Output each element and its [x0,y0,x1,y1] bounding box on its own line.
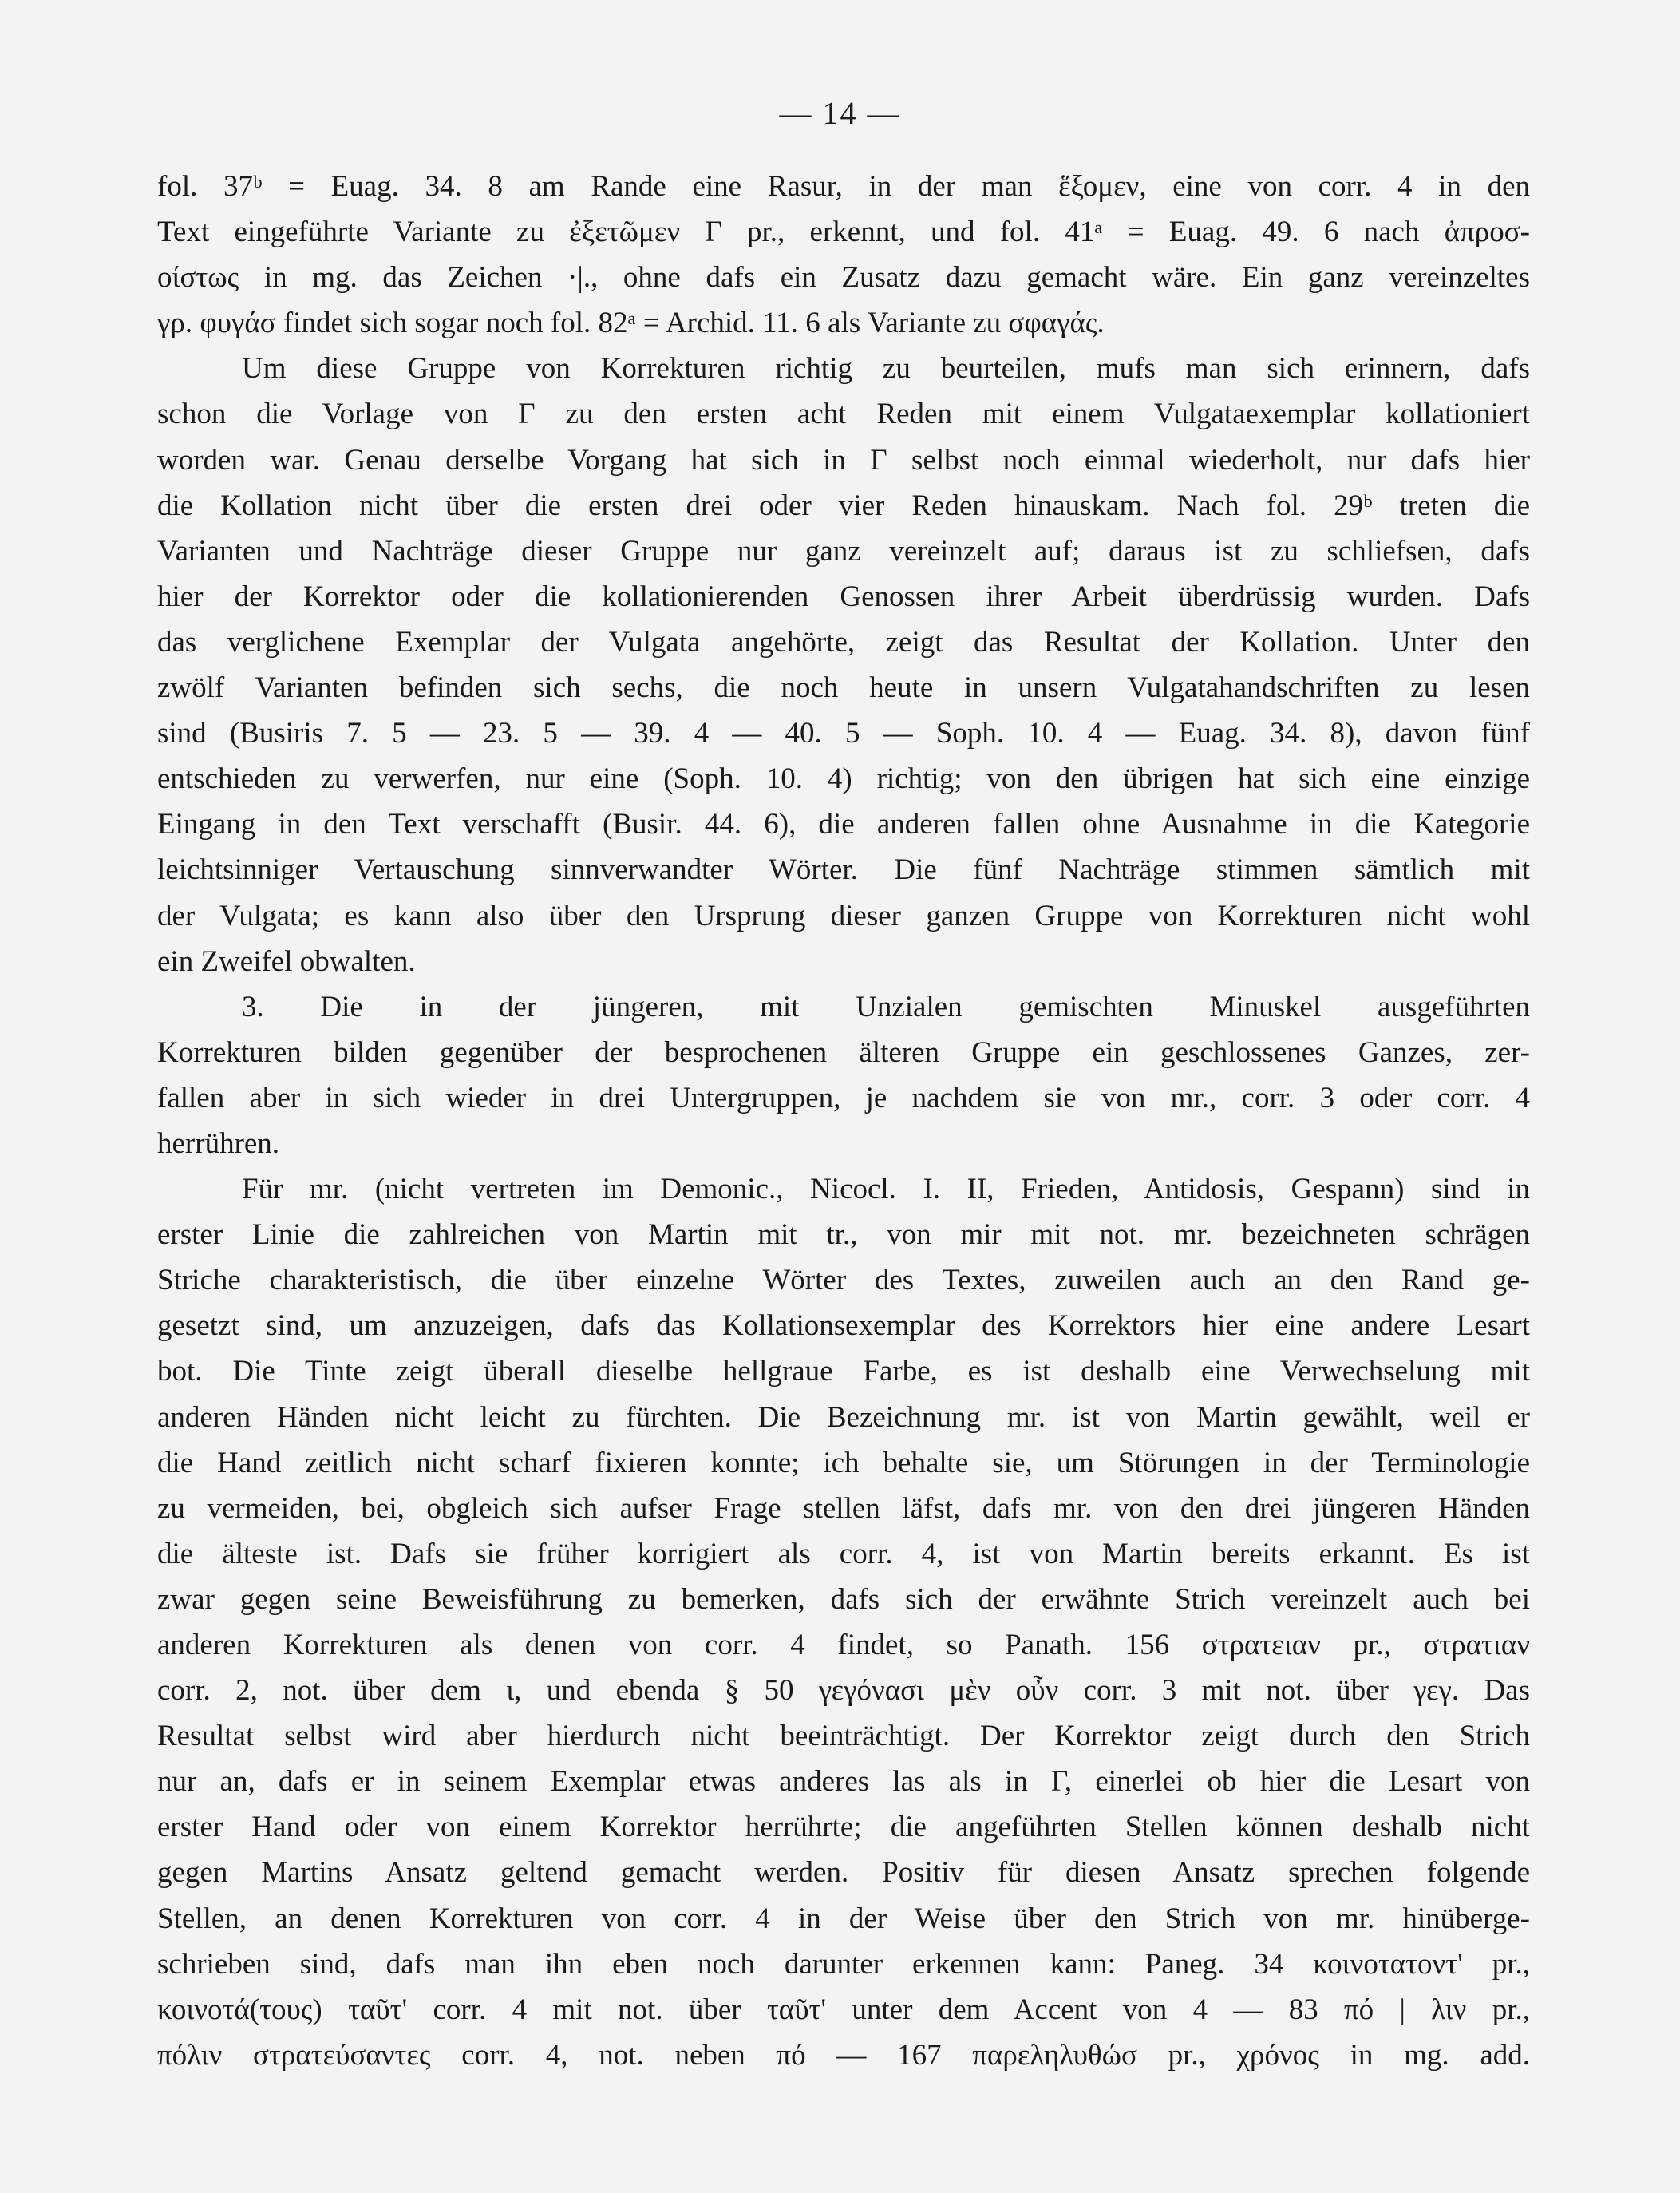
text-line: worden war. Genau derselbe Vorgang hat sich in Γ selbst noch einmal wiederholt, nur dafs hier [157,443,1530,477]
text-line: zu vermeiden, bei, obgleich sich aufser Frage stellen läfst, dafs mr. von den drei jüngeren Händen [157,1491,1530,1525]
text-line: anderen Korrekturen als denen von corr. 4 findet, so Panath. 156 στρατειαν pr., στρατιαν [157,1629,1530,1661]
text-line: fol. 37ᵇ = Euag. 34. 8 am Rande eine Rasur, in der man ἕξομεν, eine von corr. 4 in den [157,170,1530,203]
body-text [157,164,1530,2078]
text-line: anderen Händen nicht leicht zu fürchten. Die Bezeichnung mr. ist von Martin gewählt, weil er [157,1400,1530,1434]
text-line: Text eingeführte Variante zu ἐξετῶμεν Γ pr., erkennt, und fol. 41ᵃ = Euag. 49. 6 nach ἀπροσ- [157,216,1530,249]
text-line: 3. Die in der jüngeren, mit Unzialen gemischten Minuskel ausgeführten [242,990,1530,1023]
text-line: fallen aber in sich wieder in drei Untergruppen, je nachdem sie von mr., corr. 3 oder corr. 4 [157,1081,1530,1114]
text-line: γρ. φυγάσ findet sich sogar noch fol. 82ᵃ = Archid. 11. 6 als Variante zu σφαγάς. [157,307,1105,340]
text-line: die Hand zeitlich nicht scharf fixieren konnte; ich behalte sie, um Störungen in der Terminologie [157,1446,1530,1479]
text-line: erster Linie die zahlreichen von Martin mit tr., von mir mit not. mr. bezeichneten schrägen [157,1218,1530,1252]
text-line: gegen Martins Ansatz geltend gemacht werden. Positiv für diesen Ansatz sprechen folgende [157,1856,1530,1890]
text-line: Eingang in den Text verschafft (Busir. 44. 6), die anderen fallen ohne Ausnahme in die Kategorie [157,808,1530,841]
text-line: κοινοτά(τους) ταῦτ' corr. 4 mit not. über ταῦτ' unter dem Accent von 4 — 83 πό | λιν pr., [157,1993,1530,2026]
text-line: Striche charakteristisch, die über einzelne Wörter des Textes, zuweilen auch an den Rand ge- [157,1264,1530,1297]
text-line: Varianten und Nachträge dieser Gruppe nur ganz vereinzelt auf; daraus ist zu schliefsen, dafs [157,534,1530,568]
text-line: entschieden zu verwerfen, nur eine (Soph. 10. 4) richtig; von den übrigen hat sich eine einzige [157,762,1530,796]
text-line: ein Zweifel obwalten. [157,944,416,978]
text-line: zwar gegen seine Beweisführung zu bemerken, dafs sich der erwähnte Strich vereinzelt auch bei [157,1582,1530,1616]
text-line: die Kollation nicht über die ersten drei oder vier Reden hinauskam. Nach fol. 29ᵇ treten die [157,489,1530,522]
text-line: bot. Die Tinte zeigt überall dieselbe hellgraue Farbe, es ist deshalb eine Verwechselung mit [157,1355,1530,1388]
text-line: nur an, dafs er in seinem Exemplar etwas anderes las als in Γ, einerlei ob hier die Lesart von [157,1765,1530,1799]
text-line: hier der Korrektor oder die kollationierenden Genossen ihrer Arbeit überdrüssig wurden. Dafs [157,580,1530,613]
text-line: Für mr. (nicht vertreten im Demonic., Nicocl. I. II, Frieden, Antidosis, Gespann) sind in [242,1173,1530,1206]
page-number: — 14 — [779,95,901,131]
text-line: Stellen, an denen Korrekturen von corr. 4 in der Weise über den Strich von mr. hinüberge- [157,1902,1530,1935]
text-line: der Vulgata; es kann also über den Ursprung dieser ganzen Gruppe von Korrekturen nicht wohl [157,899,1530,932]
text-line: herrühren. [157,1126,280,1160]
text-line: die älteste ist. Dafs sie früher korrigiert als corr. 4, ist von Martin bereits erkannt. Es ist [157,1537,1530,1570]
text-line: πόλιν στρατεύσαντες corr. 4, not. neben πό — 167 παρεληλυθώσ pr., χρόνος in mg. add. [157,2038,1530,2072]
text-line: das verglichene Exemplar der Vulgata angehörte, zeigt das Resultat der Kollation. Unter den [157,625,1530,659]
text-line: schon die Vorlage von Γ zu den ersten acht Reden mit einem Vulgataexemplar kollationiert [157,398,1530,431]
text-line: schrieben sind, dafs man ihn eben noch darunter erkennen kann: Paneg. 34 κοινοτατοντ' pr., [157,1947,1530,1981]
text-line: zwölf Varianten befinden sich sechs, die noch heute in unsern Vulgatahandschriften zu lesen [157,671,1530,705]
text-line: sind (Busiris 7. 5 — 23. 5 — 39. 4 — 40. 5 — Soph. 10. 4 — Euag. 34. 8), davon fünf [157,717,1530,750]
text-line: Um diese Gruppe von Korrekturen richtig zu beurteilen, mufs man sich erinnern, dafs [242,352,1530,386]
text-line: οίστως in mg. das Zeichen ·|., ohne dafs ein Zusatz dazu gemacht wäre. Ein ganz vereinzeltes [157,261,1530,295]
text-line: Resultat selbst wird aber hierdurch nicht beeinträchtigt. Der Korrektor zeigt durch den Strich [157,1720,1530,1753]
text-line: Korrekturen bilden gegenüber der besprochenen älteren Gruppe ein geschlossenes Ganzes, zer- [157,1035,1530,1069]
text-line: erster Hand oder von einem Korrektor herrührte; die angeführten Stellen können deshalb nicht [157,1811,1530,1844]
text-line: leichtsinniger Vertauschung sinnverwandter Wörter. Die fünf Nachträge stimmen sämtlich mit [157,853,1530,887]
text-line: gesetzt sind, um anzuzeigen, dafs das Kollationsexemplar des Korrektors hier eine andere Lesart [157,1309,1530,1343]
text-line: corr. 2, not. über dem ι, und ebenda § 50 γεγόνασι μὲν οὖν corr. 3 mit not. über γεγ. Das [157,1674,1530,1708]
